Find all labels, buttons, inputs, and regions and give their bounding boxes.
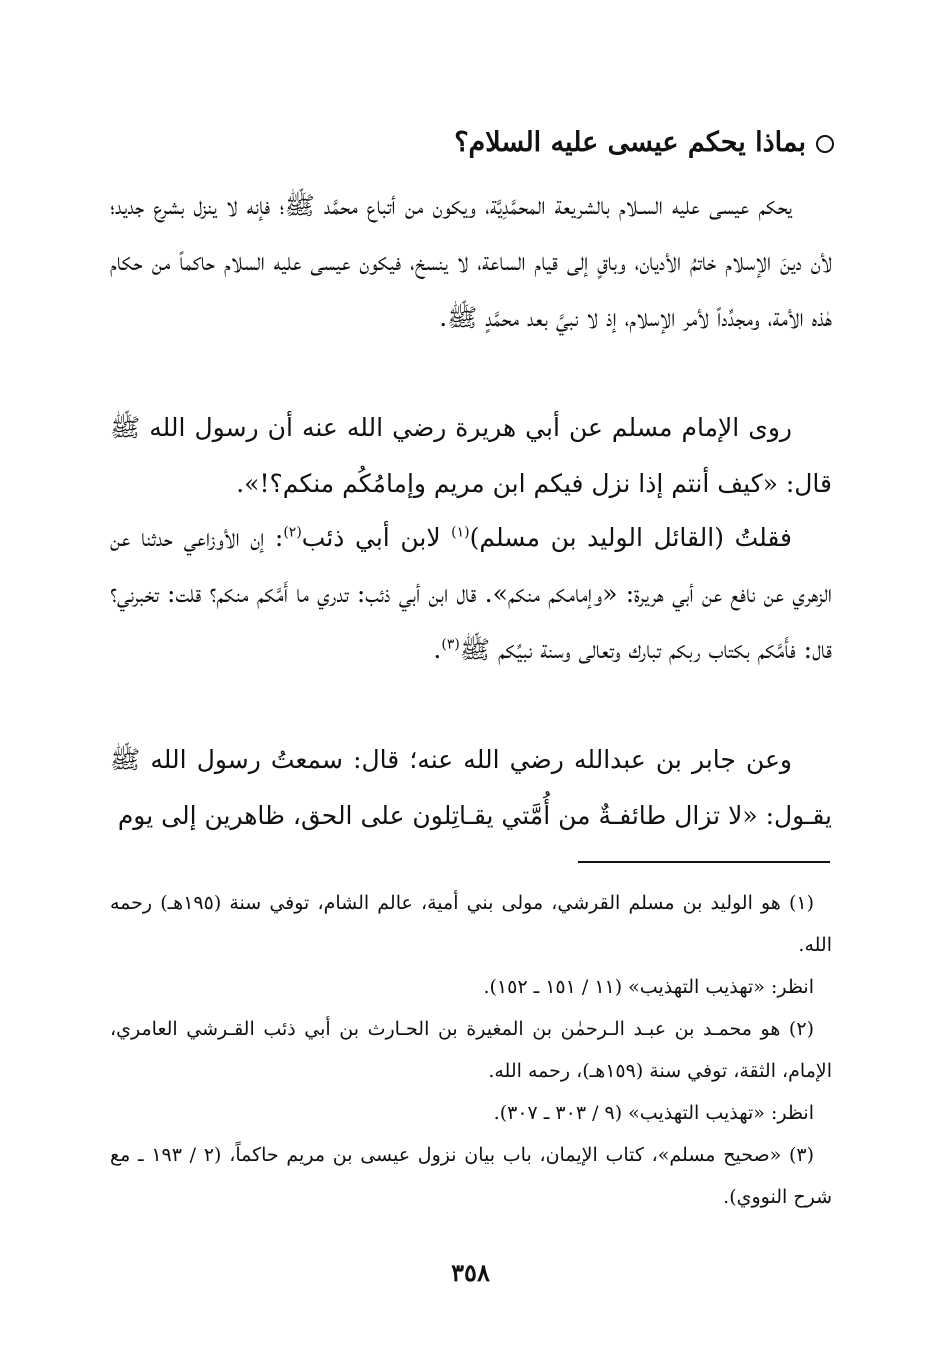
paragraph-2 [110, 400, 832, 512]
page-number: ٣٥٨ [451, 1258, 490, 1287]
section-heading-text: بماذا يحكم عيسى عليه السلام؟ [454, 127, 806, 158]
footnotes [110, 882, 832, 1218]
footnote-2: (٢) هو محمـد بن عبـد الـرحمٰن بن المغيرة بن الحـارث بن أبي ذئب القـرشي العامري، الإمام، الثقة، توفي سنة (١٥٩هـ)، رحمه الله. [110, 1018, 832, 1082]
footnote-separator [578, 861, 830, 863]
paragraph-4-text: وعن جابر بن عبدالله رضي الله عنه؛ قال: سمعتُ رسول الله ﷺ يقـول: «لا تزال طائفـةٌ من أُمَّتي يقـاتِلون على الحق، ظاهرين إلى يوم [110, 745, 832, 830]
circle-bullet-icon [816, 135, 834, 153]
paragraph-1-text: يحكم عيسى عليه السـلام بالشريعة المحمَّدِيَّة، ويكون من أتباع محمَّد ﷺ؛ فإنه لا ينزل بشرع جديد؛ لأن دينَ الإسلام خاتمُ الأديان، وباقٍ إلى قيام الساعة، لا ينسخ، فيكون عيسى عليه السلام حاكماً من حكام هٰذه الأمة، ومجدِّداً لأمر الإسلام، إذ لا نبيَّ بعد محمَّدٍ ﷺ. [110, 191, 832, 332]
paragraph-3-part-b: لابن أبي ذئب [301, 523, 452, 552]
section-heading [110, 120, 834, 166]
paragraph-3-part-d: . [433, 635, 442, 664]
paragraph-3-text [110, 510, 832, 678]
footnote-1-reference: انظر: «تهذيب التهذيب» (١١ / ١٥١ ـ ١٥٢). [483, 976, 814, 998]
footnote-ref-2: (٢) [283, 524, 302, 541]
paragraph-2-text: روى الإمام مسلم عن أبي هريرة رضي الله عنه أن رسول الله ﷺ قال: «كيف أنتم إذا نزل فيكم ابن مريم وإمامُكُم منكم؟!». [110, 413, 832, 498]
paragraph-3-part-a: فقلتُ (القائل الوليد بن مسلم) [469, 523, 792, 552]
paragraph-3 [110, 510, 832, 678]
paragraph-1 [110, 178, 832, 346]
footnote-ref-3: (٣) [441, 636, 460, 653]
footnote-3: (٣) «صحيح مسلم»، كتاب الإيمان، باب بيان نزول عيسى بن مريم حاكماً، (٢ / ١٩٣ ـ مع شرح النووي). [110, 1144, 832, 1208]
footnote-ref-1: (١) [451, 524, 470, 541]
paragraph-3-part-c: : إن الأوزاعي حدثنا عن الزهري عن نافع عن أبي هريرة: «وإمامكم منكم». قال ابن أبي ذئب: تدري ما أَمَّكم منكم؟ قلت: تخبرني؟ قال: فأَمَّكم بكتاب ربكم تبارك وتعالى وسنة نبيِّكم ﷺ [110, 523, 832, 664]
paragraph-4 [110, 732, 832, 844]
footnote-2-reference: انظر: «تهذيب التهذيب» (٩ / ٣٠٣ ـ ٣٠٧). [493, 1102, 814, 1124]
footnote-1: (١) هو الوليد بن مسلم القرشي، مولى بني أمية، عالم الشام، توفي سنة (١٩٥هـ) رحمه الله. [110, 892, 832, 956]
